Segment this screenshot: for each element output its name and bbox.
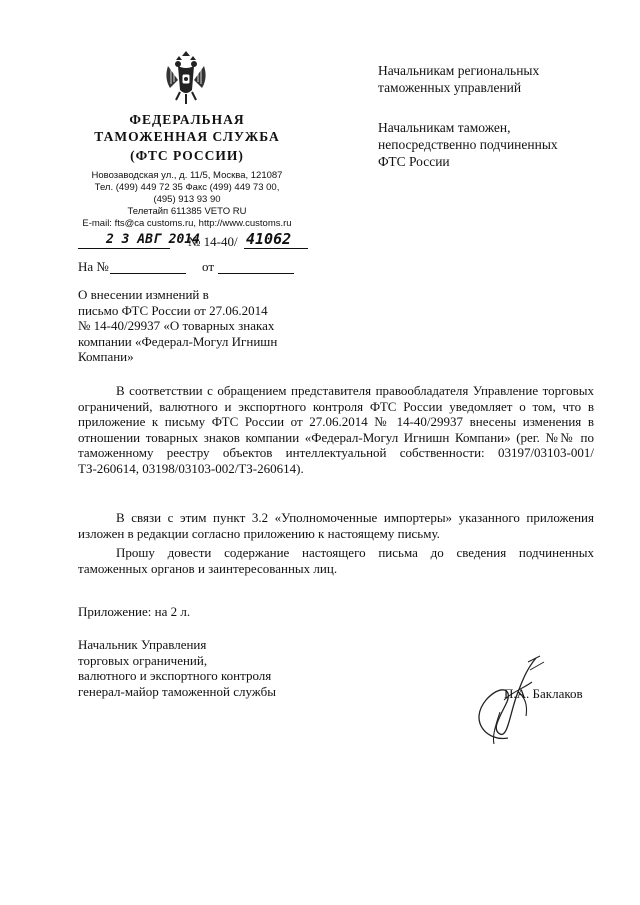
body-paragraph-3: Прошу довести содержание настоящего письма до сведения подчиненных таможенных органов и заинтересованных лиц. <box>78 545 594 576</box>
subject-line: О внесении измнений в <box>78 287 209 302</box>
signatory-title-line: генерал-майор таможенной службы <box>78 683 276 699</box>
address-line: Новозаводская ул., д. 11/5, Москва, 121087 <box>91 170 283 181</box>
ref-label: На № <box>78 259 109 274</box>
subject-line: письмо ФТС России от 27.06.2014 <box>78 302 268 318</box>
reference-line <box>78 259 308 277</box>
signatory-title-line: торговых ограничений, <box>78 652 208 668</box>
teletype-line: Телетайп 611385 VETO RU <box>127 206 247 217</box>
letter-number: 41062 <box>246 230 292 248</box>
email-line: E-mail: fts@ca customs.ru, http://www.customs.ru <box>82 218 292 229</box>
addressee-line: таможенных управлений <box>378 80 522 95</box>
phone-line-2: (495) 913 93 90 <box>153 194 221 205</box>
phone-line: Тел. (499) 449 72 35 Факс (499) 449 73 00, <box>94 182 280 193</box>
from-label: от <box>202 259 215 274</box>
attachment-note: Приложение: на 2 л. <box>78 604 191 619</box>
agency-abbrev: (ФТС РОССИИ) <box>130 148 244 163</box>
agency-name-line1: ФЕДЕРАЛЬНАЯ <box>129 112 245 127</box>
subject-line: компании «Федерал-Могул Игнишн <box>78 333 278 349</box>
signatory-title-line: Начальник Управления <box>78 637 207 652</box>
addressee-line: непосредственно подчиненных <box>378 137 558 152</box>
agency-name-line2: ТАМОЖЕННАЯ СЛУЖБА <box>94 129 280 144</box>
signatory-title-line: валютного и экспортного контроля <box>78 668 272 684</box>
letter-date: 2 3 АВГ 2014 <box>106 232 200 247</box>
letter-number-prefix: № 14-40/ <box>188 234 238 249</box>
addressee-line: Начальникам региональных <box>378 63 540 78</box>
registration-line <box>78 232 308 250</box>
addressee-line: ФТС России <box>378 154 450 169</box>
subject-line: № 14-40/29937 «О товарных знаках <box>78 318 275 333</box>
subject-line: Компани» <box>78 349 134 364</box>
body-paragraph-1: В соответствии с обращением представителя правообладателя Управление торговых ограничений, валютного и экспортного контроля ФТС России уведомляет о том, что в приложение к письму ФТС России от 27.06.2014 № 14-40/29937 внесены изменения в отношении товарных знаков компании «Федерал-Могул Игнишн Компани» (рег. №№ по таможенному реестру объектов интеллектуальной собственности: 03197/03103-001/ТЗ-260614, 03198/03103-002/ТЗ-260614). <box>78 383 594 476</box>
signatory-name: П.А. Баклаков <box>504 686 583 701</box>
letter-subject <box>78 287 338 365</box>
coat-of-arms-icon <box>162 50 210 106</box>
body-paragraph-2: В связи с этим пункт 3.2 «Уполномоченные импортеры» указанного приложения изложен в редакции согласно приложению к настоящему письму. <box>78 510 594 541</box>
addressee-line: Начальникам таможен, <box>378 120 511 135</box>
signatory-title <box>78 637 276 699</box>
